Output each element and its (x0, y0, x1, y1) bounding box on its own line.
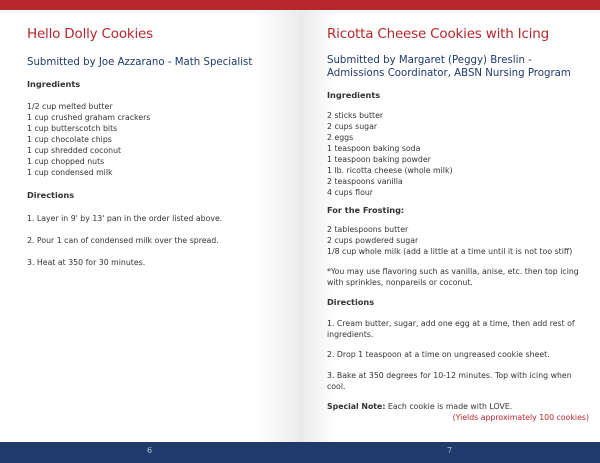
page-number-left: 6 (147, 446, 153, 455)
right-recipe (327, 10, 589, 423)
left-recipe (27, 10, 292, 268)
ingredients-list (327, 110, 589, 198)
special-note (327, 401, 589, 412)
frosting-heading: For the Frosting: (327, 205, 405, 215)
frosting-item: 2 cups powdered sugar (327, 236, 419, 245)
ingredient-item: 1 teaspoon baking soda (327, 144, 421, 153)
ingredient-item: 1 cup chopped nuts (27, 157, 105, 166)
right-page (300, 10, 600, 442)
special-note-label: Special Note: (327, 402, 386, 411)
direction-step: 3. Heat at 350 for 30 minutes. (27, 258, 146, 267)
ingredient-item: 1 cup butterscotch bits (27, 124, 118, 133)
direction-step: 2. Pour 1 can of condensed milk over the spread. (27, 236, 219, 245)
ingredient-item: 1 cup condensed milk (27, 168, 113, 177)
recipe-title: Hello Dolly Cookies (27, 26, 153, 42)
frosting-list (327, 224, 589, 257)
ingredient-item: 2 cups sugar (327, 122, 378, 131)
ingredients-heading: Ingredients (327, 90, 381, 100)
ingredient-item: 2 eggs (327, 133, 354, 142)
left-page (0, 10, 300, 442)
frosting-item: 1/8 cup whole milk (add a little at a time until it is not too stiff) (327, 247, 573, 256)
ingredient-item: 1 cup shredded coconut (27, 146, 122, 155)
bottom-footer-bar (0, 442, 600, 463)
ingredients-heading: Ingredients (27, 79, 81, 89)
yields-note: (Yields approximately 100 cookies) (452, 413, 589, 422)
ingredients-list (27, 101, 292, 178)
top-border-bar (0, 0, 600, 10)
direction-step: 3. Bake at 350 degrees for 10-12 minutes. Top with icing when cool. (327, 371, 572, 391)
direction-step: 1. Cream butter, sugar, add one egg at a time, then add rest of ingredients. (327, 319, 575, 339)
direction-step: 2. Drop 1 teaspoon at a time on ungreased cookie sheet. (327, 350, 550, 359)
ingredient-item: 1 teaspoon baking powder (327, 155, 431, 164)
directions-heading: Directions (27, 190, 75, 200)
page-number-right: 7 (447, 446, 453, 455)
recipe-submitter: Submitted by Joe Azzarano - Math Specialist (27, 57, 253, 68)
frosting-item: 2 tablespoons butter (327, 225, 409, 234)
recipe-title: Ricotta Cheese Cookies with Icing (327, 26, 549, 42)
ingredient-item: 1 lb. ricotta cheese (whole milk) (327, 166, 453, 175)
direction-step: 1. Layer in 9' by 13' pan in the order listed above. (27, 214, 223, 223)
recipe-submitter: Submitted by Margaret (Peggy) Breslin - Admissions Coordinator, ABSN Nursing Program (327, 55, 571, 79)
ingredient-item: 2 sticks butter (327, 111, 384, 120)
directions-heading: Directions (327, 297, 375, 307)
ingredient-item: 4 cups flour (327, 188, 373, 197)
flavoring-note: *You may use flavoring such as vanilla, anise, etc. then top icing with sprinkles, nonpareils or coconut. (327, 267, 579, 287)
special-note-text: Each cookie is made with LOVE. (385, 402, 513, 411)
ingredient-item: 1 cup crushed graham crackers (27, 113, 151, 122)
ingredient-item: 2 teaspoons vanilla (327, 177, 403, 186)
ingredient-item: 1/2 cup melted butter (27, 102, 113, 111)
ingredient-item: 1 cup chocolate chips (27, 135, 112, 144)
